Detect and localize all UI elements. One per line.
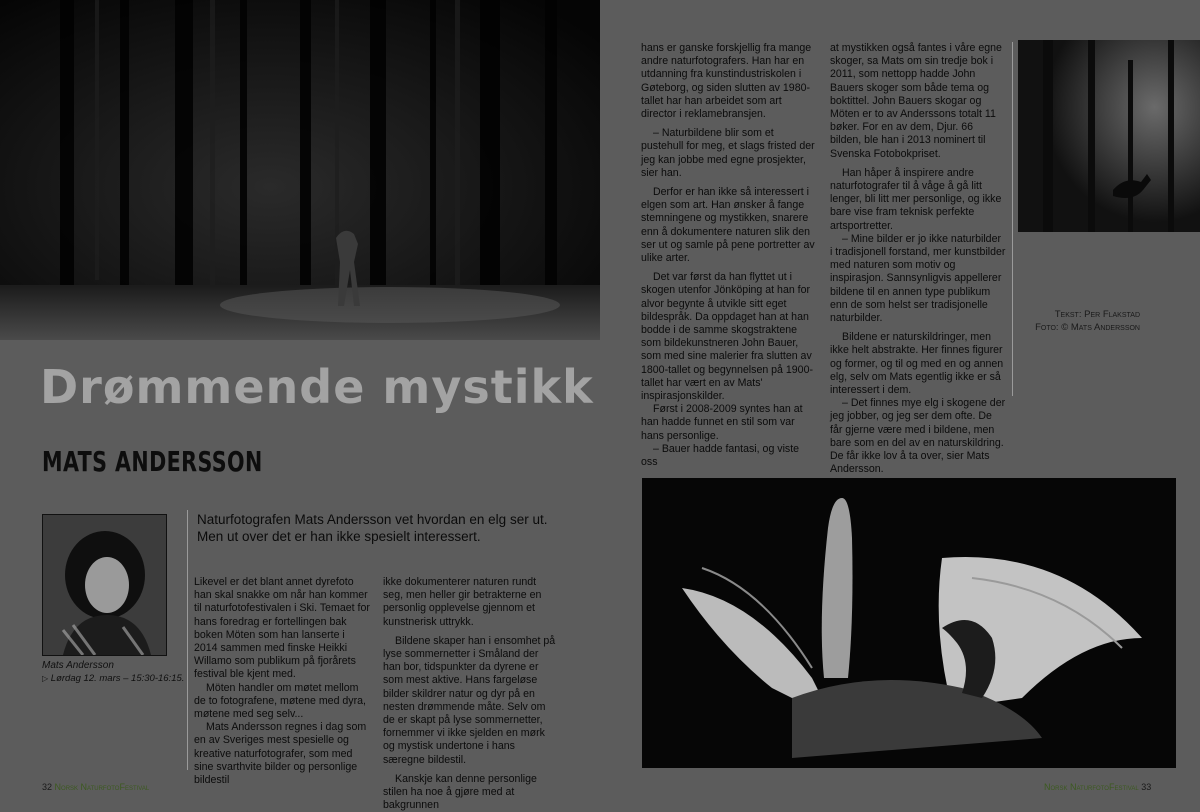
forest-moose-photo (0, 0, 600, 340)
article-column-3 (641, 42, 817, 469)
swan-photo (642, 478, 1176, 768)
col2-paragraph: Kanskje kan denne personlige stilen ha noe å gjøre med at bakgrunnen (383, 772, 537, 812)
portrait-caption-name: Mats Andersson (42, 660, 114, 671)
lead-paragraph: Naturfotografen Mats Andersson vet hvordan en elg ser ut. Men ut over det er han ikke spesielt interessert. (197, 512, 548, 544)
col2-paragraph: Bildene skaper han i ensomhet på lyse sommernetter i Småland der han bor, tidspunkter da dyrene er som mest aktive. Hans fargeløse bilder skildrer natur og dyr på en nesten drømmende måte. Selv om de er skapt på lyse sommernetter, fornemmer vi ikke sjelden en mørk og mystisk undertone i hans særegne bildestil. (383, 634, 556, 766)
col3-paragraph: hans er ganske forskjellig fra mange andre naturfotografers. Han har en utdanning fra kunstindustriskolen i Gøteborg, og siden slutten av 1980-tallet har han arbeidet som art director i reklamebransjen. (641, 42, 812, 121)
author-name: MATS ANDERSSON (42, 445, 263, 478)
lead-rule (187, 510, 188, 770)
dark-forest-photo (1018, 40, 1200, 232)
col3-paragraph: – Bauer hadde fantasi, og viste oss (641, 442, 800, 469)
portrait-photo (42, 514, 167, 656)
credits-text: Tekst: Per Flakstad (1054, 309, 1140, 320)
footer-brand-right: Norsk NaturfotoFestival (1044, 782, 1139, 792)
col4-paragraph: – Det finnes mye elg i skogene der jeg jobber, og jeg ser dem ofte. De får gjerne være med i bildene, men bare som en del av en naturskildring. De får ikke lov å ta over, sier Mats Andersson. (830, 397, 1006, 476)
col3-paragraph: Derfor er han ikke så interessert i elgen som art. Han ønsker å fange stemningene og mystikken, snarere enn å dokumentere naturen slik den ser ut og samle på pene portretter av ulike arter. (641, 186, 815, 265)
footer-right (1044, 782, 1151, 792)
article-column-4 (830, 42, 1006, 477)
col3-paragraph: – Naturbildene blir som et pustehull for meg, et slags fristed der jeg kan jobbe med egne prosjekter, sier han. (641, 127, 815, 179)
column-rule (1012, 42, 1013, 396)
schedule-text: Lørdag 12. mars – 15:30-16:15. (50, 673, 185, 684)
col4-paragraph: at mystikken også fantes i våre egne skoger, sa Mats om sin tredje bok i 2011, som nettopp hadde John Bauers skoger som både tema og boktittel. John Bauers skogar og Möten er to av Anderssons totalt 11 bøker. For en av dem, Djur. 66 bilden, ble han i 2013 nominert til Svenska Fotobokpriset. (830, 42, 1002, 160)
page-number-left: 32 (42, 782, 53, 792)
col1-paragraph: Likevel er det blant annet dyrefoto han skal snakke om når han kommer til naturfotofestivalen i Ski. Temaet for hans foredrag er fortellingen bak boken Möten som han lanserte i 2014 sammen med finske Heikki Willamo som publikum på fjorårets festival ble kjent med. (194, 576, 370, 681)
article-column-1 (194, 576, 370, 787)
article-column-2 (383, 576, 559, 812)
col3-paragraph: Det var først da han flyttet ut i skogen utenfor Jönköping at han for alvor begynte å utvikle sitt eget bildespråk. Da oppdaget han at han bodde i de samme skogstraktene som bildekunstneren John Bauer, som med sine malerier fra slutten av 1800-tallet og begynnelsen på 1900-tallet har vært en av Mats' inspirasjonskilder. (641, 271, 813, 403)
credits-block (1010, 308, 1140, 334)
col4-paragraph: Han håper å inspirere andre naturfotografer til å våge å gå litt lenger, bli litt mer personlige, og ikke bare vise fram teknisk perfekte artsportretter. (830, 166, 1002, 232)
col3-paragraph: Først i 2008-2009 syntes han at han hadde funnet en stil som var hans personlige. (641, 403, 803, 442)
col4-paragraph: – Mine bilder er jo ikke naturbilder i tradisjonell forstand, mer kunstbilder med naturen som motiv og inspirasjon. Sannsynligvis appellerer bildene til en annen type publikum enn de som helst ser tradisjonelle naturbilder. (830, 232, 1006, 325)
portrait-caption-schedule (42, 673, 184, 684)
col2-paragraph: ikke dokumenterer naturen rundt seg, men heller gir betrakterne en personlig opplevelse gjennom et kunstnerisk uttrykk. (383, 576, 542, 628)
col4-paragraph: Bildene er naturskildringer, men ikke helt abstrakte. Her finnes figurer og former, og til og med en og annen elg, selv om Mats egentlig ikke er så interessert i dem. (830, 331, 1004, 397)
schedule-icon: ▷ (42, 674, 49, 683)
footer-left (42, 782, 149, 792)
page-number-right: 33 (1141, 782, 1152, 792)
article-title: Drømmende mystikk (40, 360, 594, 414)
footer-brand-left: Norsk NaturfotoFestival (54, 782, 150, 792)
col1-paragraph: Mats Andersson regnes i dag som en av Sveriges mest spesielle og kreative naturfotografer, som med sine svarthvite bilder og personlige bildestil (194, 721, 367, 787)
col1-paragraph: Möten handler om møtet mellom de to fotografene, møtene med dyra, møtene med seg selv... (194, 681, 366, 721)
credits-photo: Foto: © Mats Andersson (1035, 322, 1140, 333)
